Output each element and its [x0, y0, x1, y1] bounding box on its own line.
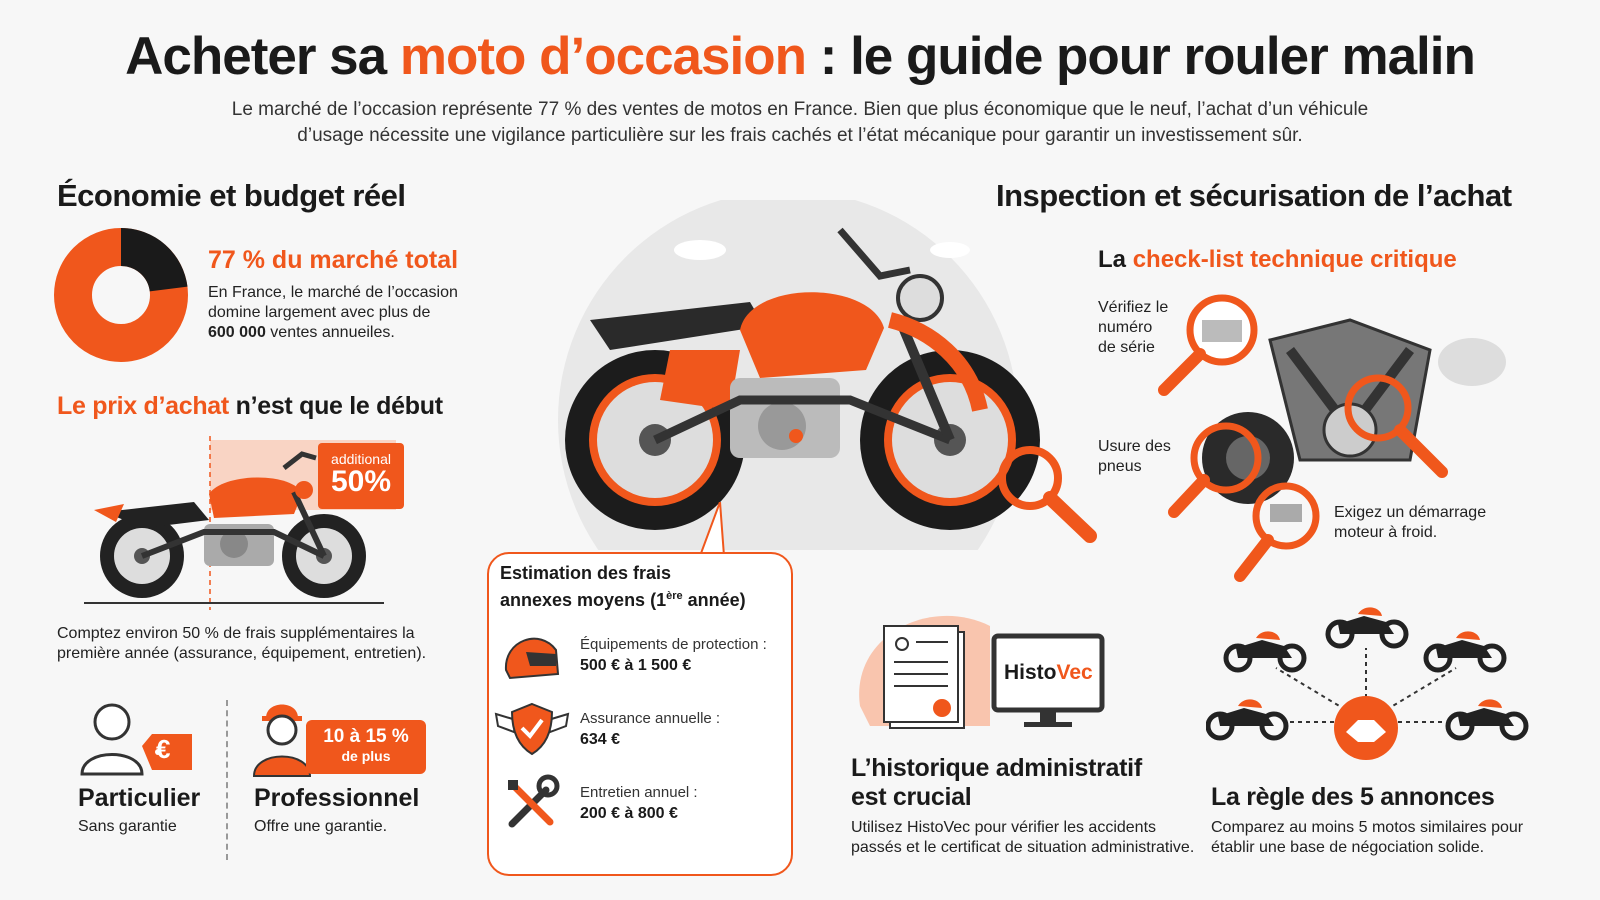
additional-cost-note: Comptez environ 50 % de frais supplémentaires la première année (assurance, équipement, entretien).: [57, 625, 427, 662]
pro-seller-title: Professionnel: [254, 784, 420, 812]
private-seller-title: Particulier: [78, 784, 201, 812]
checklist-title: La check-list technique critique: [1098, 246, 1457, 273]
check-cold-start: Exigez un démarrage moteur à froid.: [1334, 504, 1487, 541]
market-share-donut: [54, 228, 188, 362]
sellers-divider: [226, 700, 228, 860]
intro-text: Le marché de l’occasion représente 77 % des ventes de motos en France. Bien que plus économique que le neuf, l’achat d’un véhicule d’usage nécessite une vigilance particulière sur les frais cachés et l’état mécanique pour garantir un investissement sûr.: [231, 99, 1369, 146]
price-title: Le prix d’achat n’est que le début: [57, 392, 443, 420]
comparison-moto-icon: [1226, 631, 1304, 670]
additional-cost-badge: additional 50%: [318, 443, 404, 509]
pro-seller-subtitle: Offre une garantie.: [254, 818, 388, 835]
history-title: L’historique administratif est crucial: [851, 754, 1142, 811]
main-motorcycle-illustration: [550, 200, 1110, 550]
section-title-economy: Économie et budget réel: [57, 178, 406, 213]
history-text: Utilisez HistoVec pour vérifier les accidents passés et le certificat de situation administrative.: [851, 819, 1195, 856]
five-ads-illustration: [1206, 598, 1530, 774]
section-title-inspection: Inspection et sécurisation de l’achat: [996, 178, 1512, 213]
helmet-icon: [500, 626, 564, 686]
check-tire-wear: Usure des pneus: [1098, 438, 1171, 475]
stat-title: 77 % du marché total: [208, 246, 459, 274]
pro-surcharge-tag: 10 à 15 % de plus: [306, 720, 426, 774]
histovec-logo: HistoVec: [1004, 661, 1093, 684]
callout-title: Estimation des frais annexes moyens (1ère année): [500, 563, 746, 610]
page-title: Acheter sa moto d’occasion : le guide pour rouler malin: [125, 27, 1475, 86]
engine-inspection-illustration: [1150, 290, 1520, 590]
callout-pointer: [700, 502, 726, 556]
cost-row-equipment: Équipements de protection : 500 € à 1 500 €: [580, 636, 767, 674]
rule-text: Comparez au moins 5 motos similaires pour établir une base de négociation solide.: [1211, 819, 1524, 856]
cost-row-maintenance: Entretien annuel : 200 € à 800 €: [580, 784, 698, 822]
cost-row-insurance: Assurance annuelle : 634 €: [580, 710, 721, 748]
private-seller-icon: [76, 700, 196, 780]
tools-icon: [502, 774, 562, 834]
rule-title: La règle des 5 annonces: [1211, 783, 1495, 811]
euro-tag-text: €: [156, 734, 171, 764]
private-seller-subtitle: Sans garantie: [78, 818, 177, 835]
shield-icon: [494, 702, 570, 756]
professional-seller-icon: [252, 700, 312, 780]
stat-text: En France, le marché de l’occasion domine largement avec plus de 600 000 ventes annueiles.: [208, 284, 458, 341]
check-serial-number: Vérifiez le numéro de série: [1098, 299, 1169, 356]
